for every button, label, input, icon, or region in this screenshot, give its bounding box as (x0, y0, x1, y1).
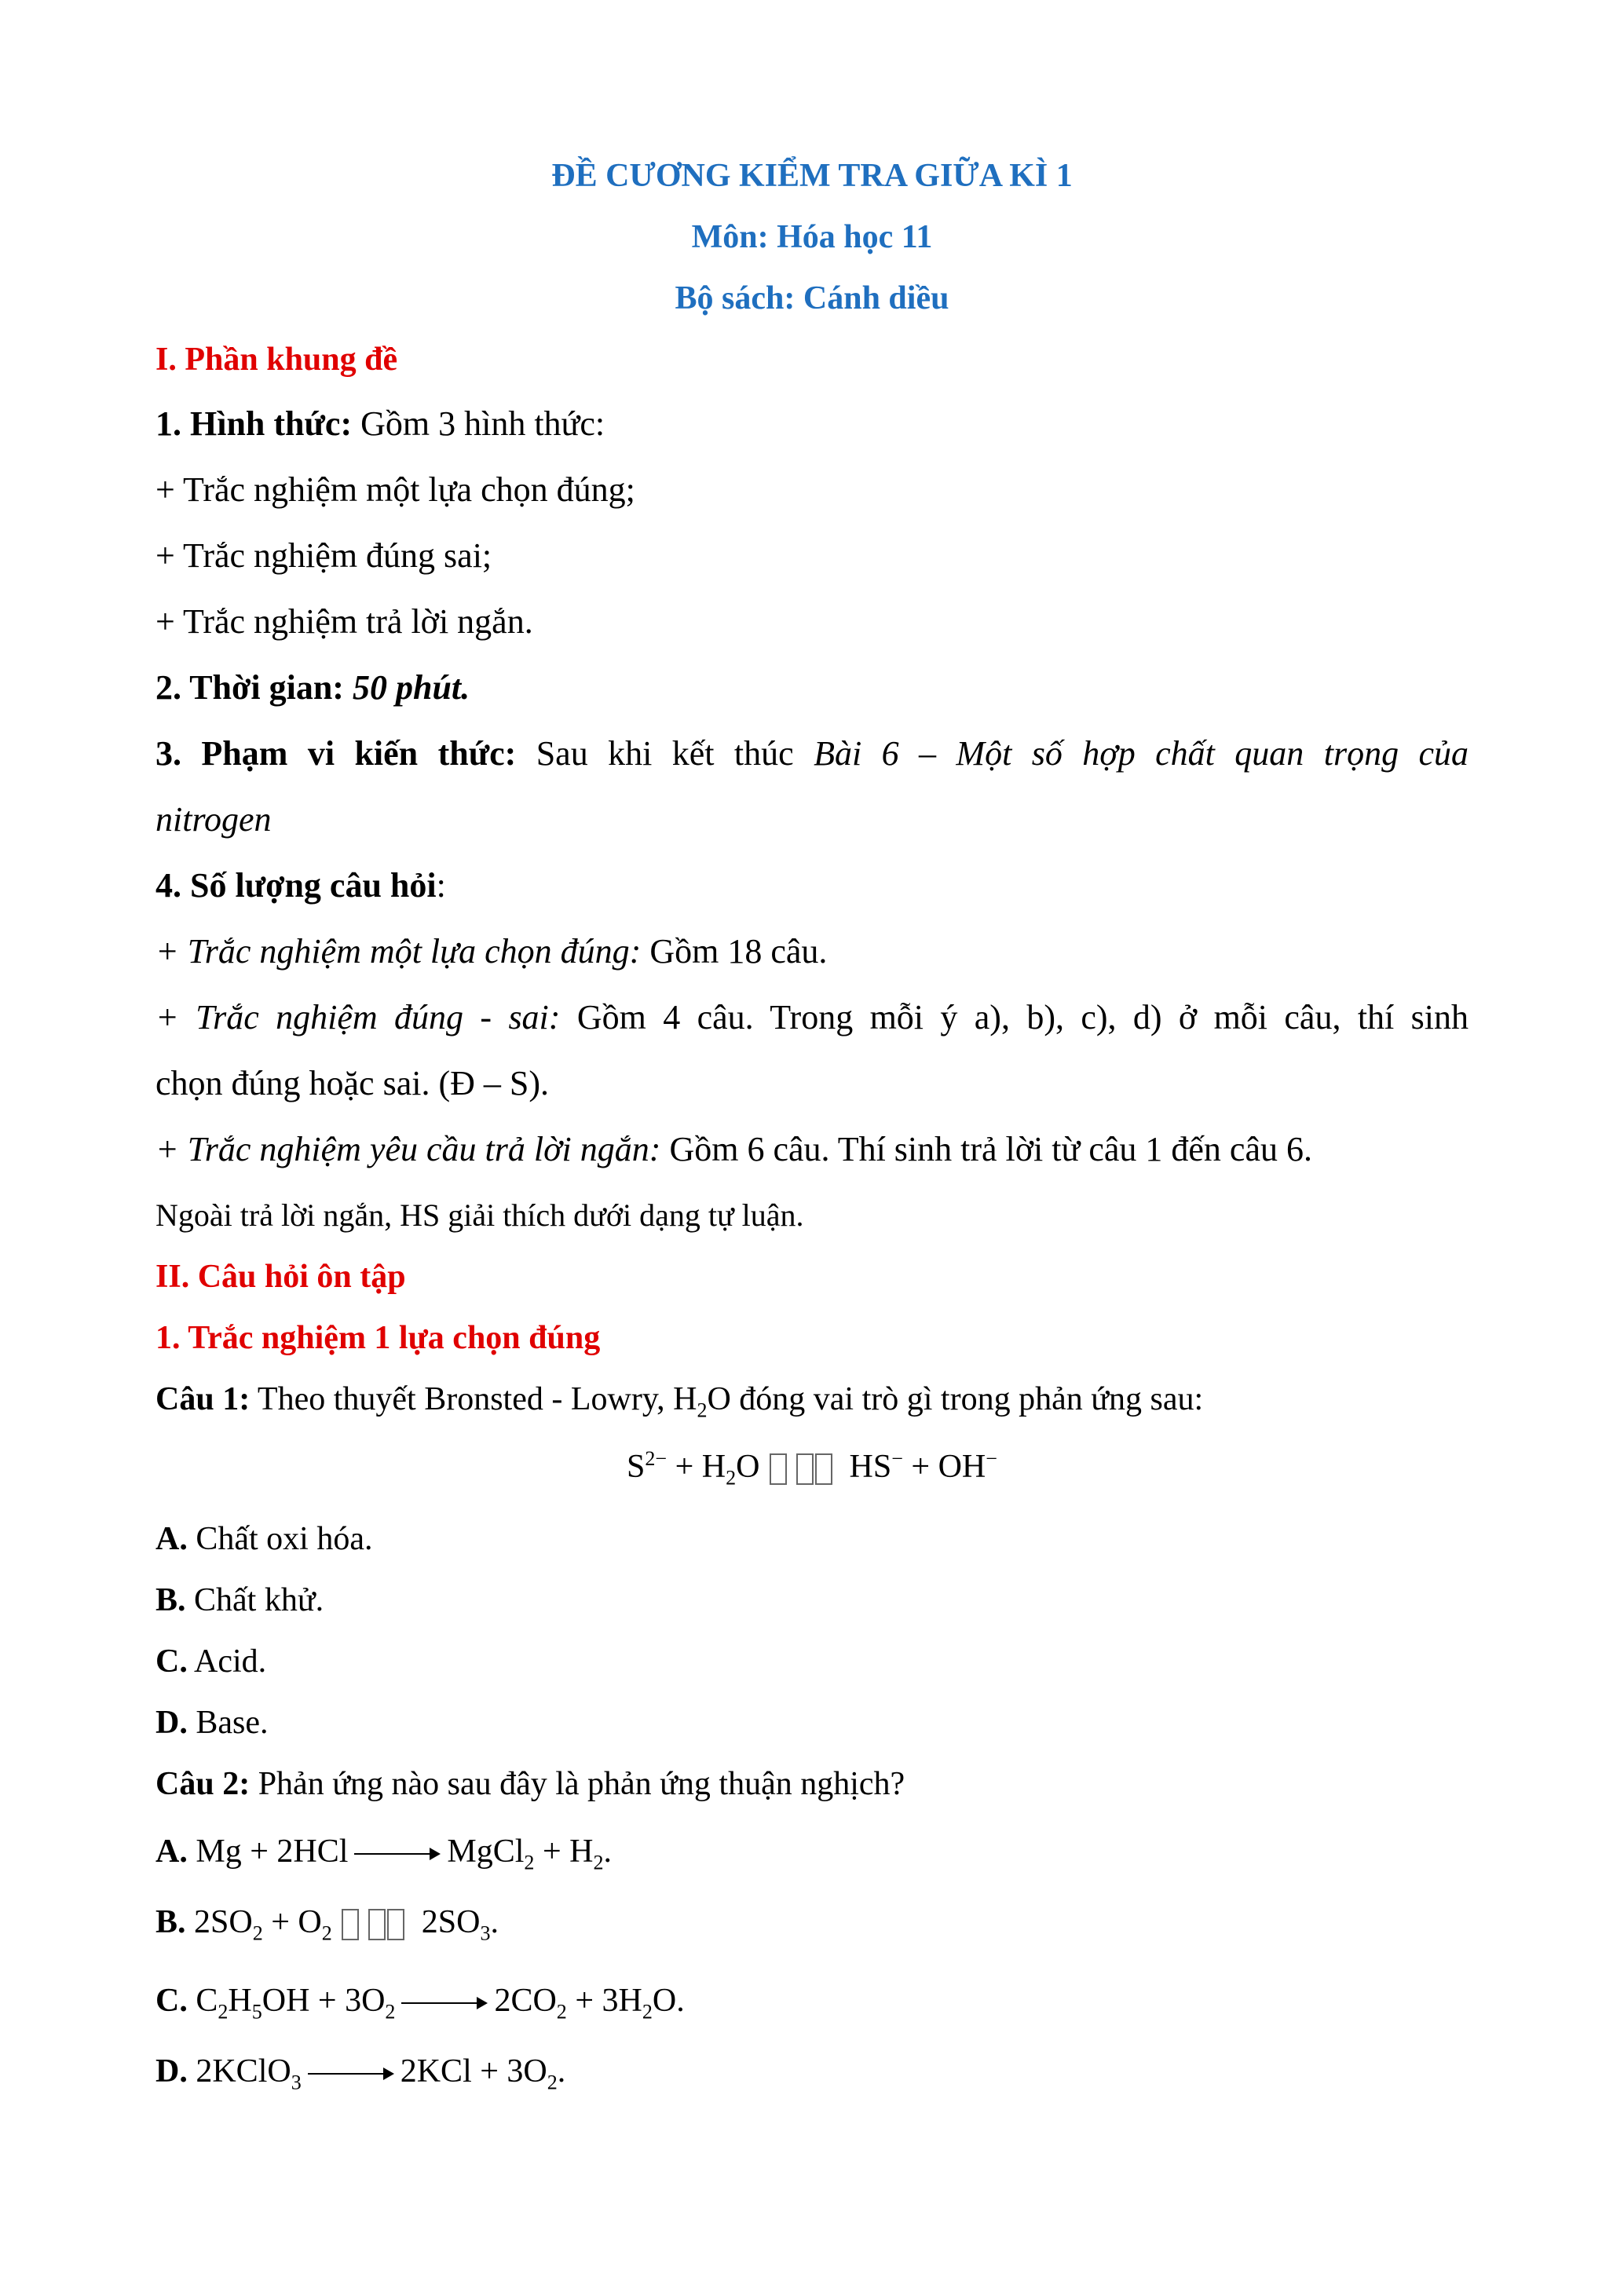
q2-option-d: D. 2KClO$_3$ $2KCl + 3O_2$. (155, 2053, 566, 2094)
option-text: Acid. (187, 1643, 267, 1680)
option-text: Base. (187, 1705, 269, 1741)
form-item: + Trắc nghiệm trả lời ngắn. (155, 602, 533, 641)
q1-option-c (155, 1640, 266, 1684)
option-text: Chất khử. (185, 1582, 324, 1618)
section-heading-part2: II. Câu hỏi ôn tập (155, 1259, 406, 1295)
scope-line (155, 732, 1469, 776)
book-line: Bộ sách: Cánh diều (675, 280, 949, 316)
time-value: 50 phút. (352, 668, 470, 707)
count-item-1-type: + Trắc nghiệm một lựa chọn đúng: (155, 932, 642, 971)
q2-option-a: A. Mg + 2HCl MgCl$_2$ + $H_2$. (155, 1834, 612, 1874)
equilibrium-arrow-icon (342, 1909, 412, 1940)
option-letter: B. (155, 1582, 186, 1618)
count-item-3 (155, 1128, 1312, 1172)
form-item: + Trắc nghiệm một lựa chọn đúng; (155, 470, 635, 509)
count-item-3-type: + Trắc nghiệm yêu cầu trả lời ngắn: (155, 1130, 661, 1168)
option-letter: D. (155, 2053, 188, 2089)
question-2-label: Câu 2: (155, 1766, 251, 1802)
question-2 (155, 1762, 905, 1806)
count-item-1 (155, 930, 827, 974)
question-1 (155, 1377, 1203, 1421)
count-item-1-text: Gồm 18 câu. (641, 932, 828, 971)
reaction-equation: $S^{2-} + H_2O$ HS− + OH− (627, 1447, 997, 1490)
time-line (155, 666, 470, 710)
section-heading-part1: I. Phần khung đề (155, 342, 398, 378)
form-label: 1. Hình thức: (155, 404, 353, 443)
count-item-3-text: Gồm 6 câu. Thí sinh trả lời từ câu 1 đến câu 6. (660, 1130, 1312, 1168)
option-letter: C. (155, 1643, 188, 1680)
q2-option-b: B. $2SO_2 + O_2$ $2SO_3$. (155, 1904, 499, 1945)
count-item-3-cont: Ngoài trả lời ngắn, HS giải thích dưới dạng tự luận. (155, 1197, 804, 1233)
scope-italic: Bài 6 – Một số hợp chất quan trọng của (814, 734, 1469, 773)
option-text: Chất oxi hóa. (187, 1521, 373, 1557)
count-item-2-text: Gồm 4 câu. Trong mỗi ý a), b), c), d) ở mỗi câu, thí sinh (576, 998, 1469, 1036)
question-1-text-cont: O đóng vai trò gì trong phản ứng sau: (707, 1381, 1204, 1417)
time-label: 2. Thời gian: (155, 668, 344, 707)
question-2-text: Phản ứng nào sau đây là phản ứng thuận nghịch? (250, 1766, 905, 1802)
count-colon: : (436, 866, 446, 905)
question-1-label: Câu 1: (155, 1381, 251, 1417)
form-item: + Trắc nghiệm đúng sai; (155, 536, 492, 575)
subject-line: Môn: Hóa học 11 (691, 219, 933, 255)
count-item-2-type: + Trắc nghiệm đúng - sai: (155, 998, 561, 1036)
question-1-text: Theo thuyết Bronsted - Lowry, H (250, 1381, 697, 1417)
q1-option-d (155, 1701, 269, 1745)
q1-option-a (155, 1517, 372, 1561)
count-label: 4. Số lượng câu hỏi (155, 866, 437, 905)
count-line (155, 864, 446, 908)
option-letter: A. (155, 1521, 188, 1557)
option-letter: D. (155, 1705, 188, 1741)
count-item-2-cont: chọn đúng hoặc sai. (Đ – S). (155, 1064, 550, 1102)
reaction-arrow-icon (401, 1994, 488, 2013)
subscript: 2 (697, 1398, 708, 1422)
option-letter: C. (155, 1983, 188, 2019)
reaction-arrow-icon (308, 2064, 394, 2083)
document-title: ĐỀ CƯƠNG KIỂM TRA GIỮA KÌ 1 (551, 158, 1073, 194)
scope-italic-cont: nitrogen (155, 800, 272, 839)
option-letter: A. (155, 1834, 188, 1870)
scope-label: 3. Phạm vi kiến thức: (155, 734, 517, 773)
q2-option-c: C. $C_2H_5OH + 3O_2$ $2CO_2 + 3H_2O$. (155, 1983, 685, 2024)
option-letter: B. (155, 1904, 186, 1940)
reaction-arrow-icon (354, 1844, 441, 1863)
form-text: Gồm 3 hình thức: (352, 404, 605, 443)
q1-option-b (155, 1578, 324, 1622)
sub-heading-mcq: 1. Trắc nghiệm 1 lựa chọn đúng (155, 1320, 601, 1356)
scope-text: Sau khi kết thúc (536, 734, 794, 773)
count-item-2 (155, 996, 1469, 1040)
form-line (155, 402, 605, 446)
equilibrium-arrow-icon (770, 1453, 840, 1485)
